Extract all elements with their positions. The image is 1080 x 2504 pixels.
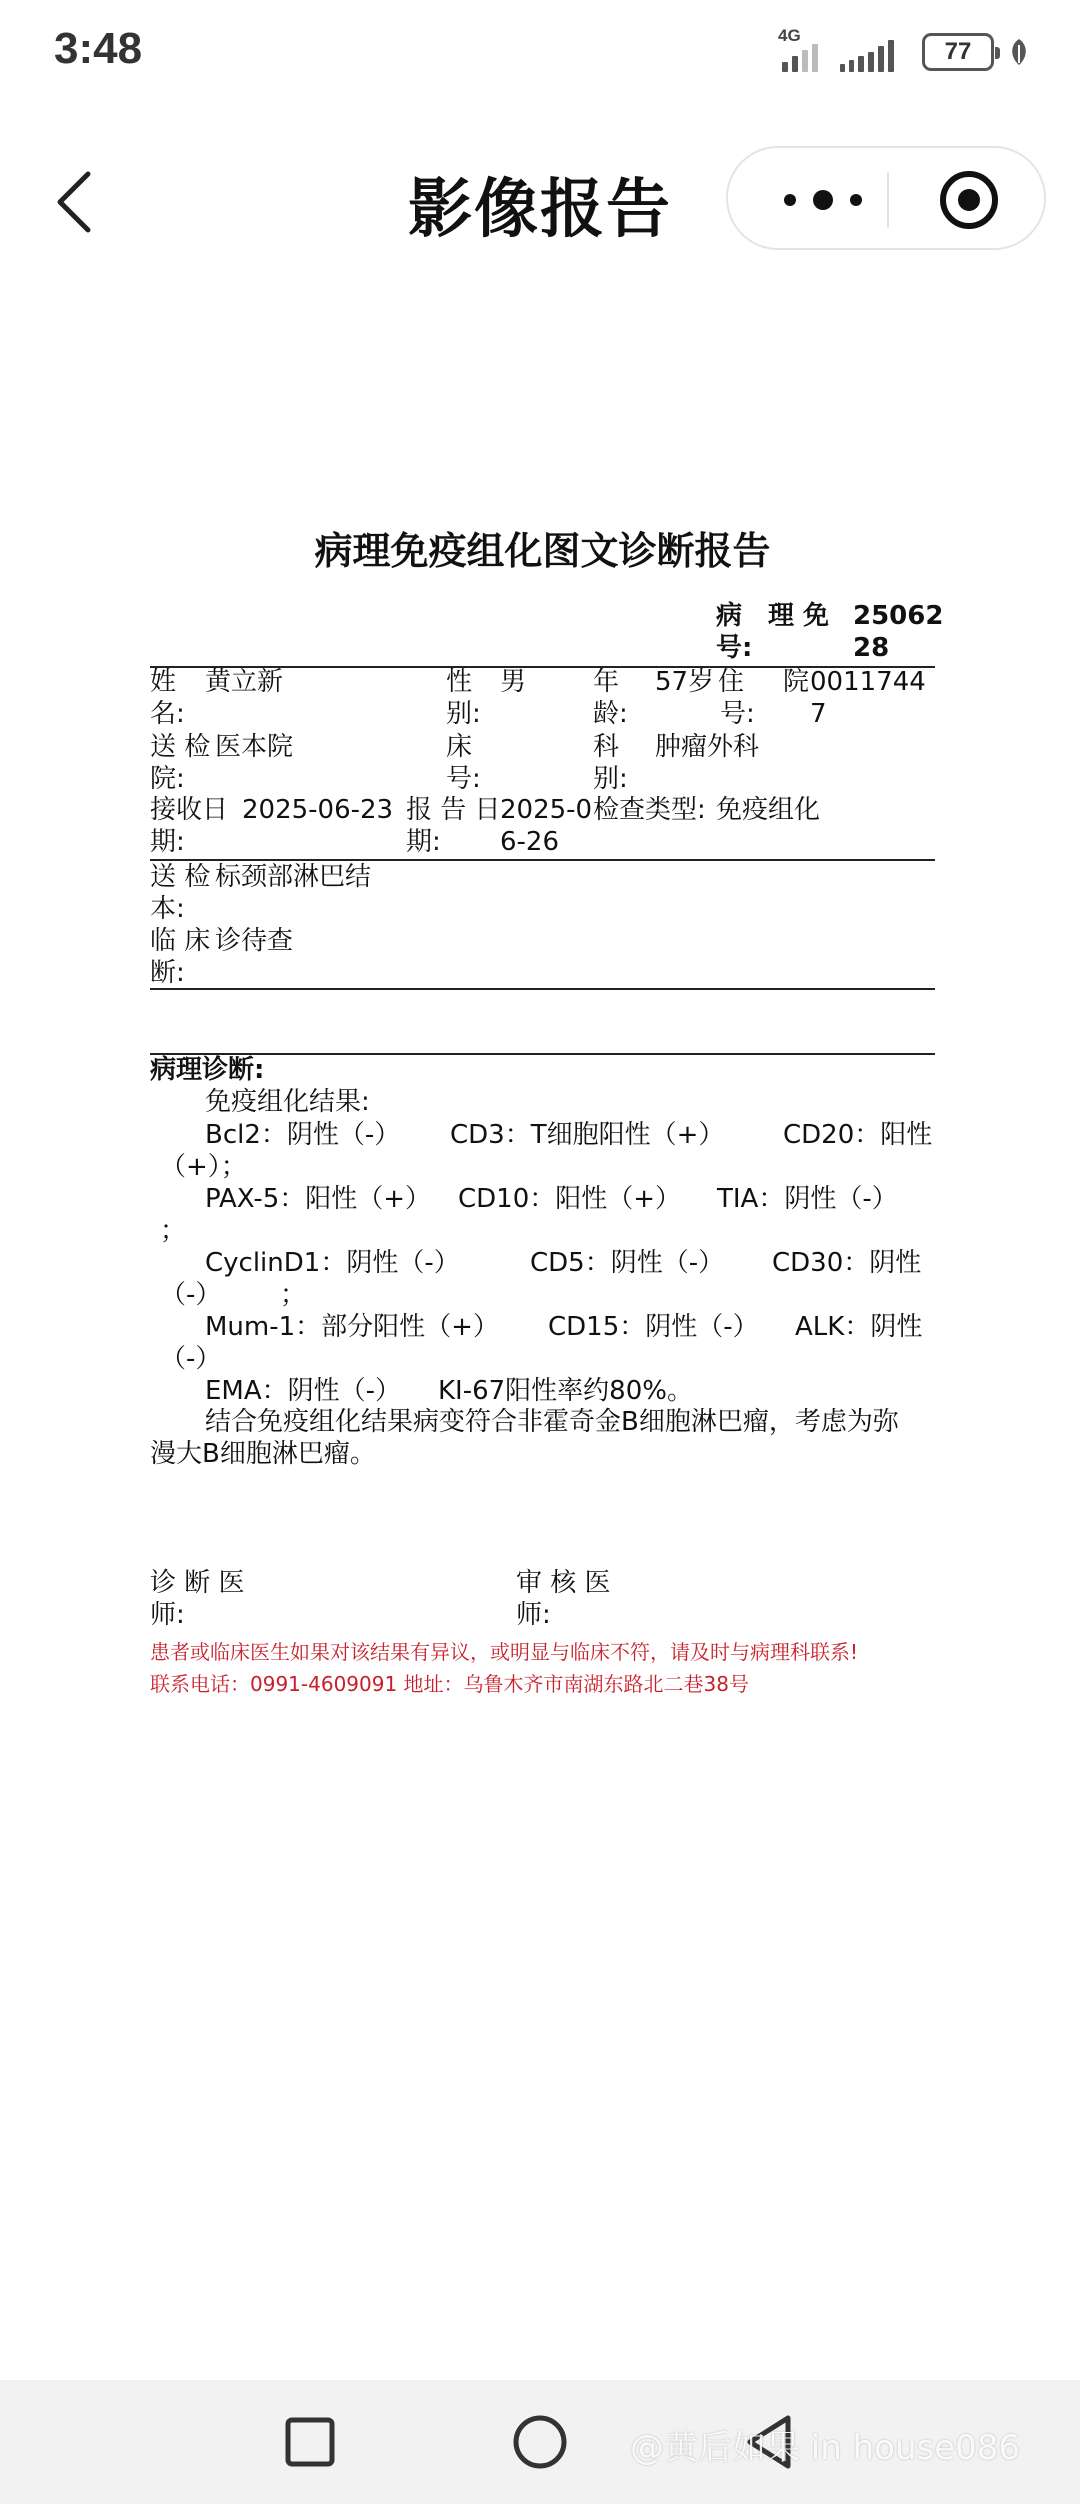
contact-info: 联系电话：0991-4609091 地址：乌鲁木齐市南湖东路北二巷38号 (150, 1672, 749, 1696)
specimen-label-2: 本: (150, 894, 185, 924)
inpatient-no-2: 7 (810, 699, 827, 729)
name-label: 姓 (150, 667, 177, 697)
pathology-no-value: 25062 (853, 601, 944, 631)
exam-type: 免疫组化 (716, 795, 821, 825)
more-options-icon[interactable] (768, 166, 878, 234)
name-label-2: 名: (150, 699, 185, 729)
exam-type-label: 检查类型: (593, 795, 706, 825)
ihc-heading: 免疫组化结果: (205, 1087, 370, 1117)
ihc-result: ； (160, 1216, 187, 1246)
conclusion: 结合免疫组化结果病变符合非霍奇金B细胞淋巴瘤，考虑为弥 (205, 1407, 899, 1437)
status-bar (0, 0, 1080, 110)
diagnosis-heading: 病理诊断: (150, 1055, 265, 1085)
receive-date-label: 接收日 (150, 795, 229, 825)
receive-date: 2025-06-23 (242, 795, 394, 825)
hospital-value: 医本院 (215, 732, 294, 762)
nav-bar (0, 140, 1080, 260)
ihc-result: CD10：阳性（+） (458, 1184, 682, 1214)
ihc-result: Bcl2：阴性（-） (205, 1120, 401, 1150)
cellular-signal-icon (840, 32, 908, 72)
page-title: 影像报告 (408, 173, 672, 247)
ihc-result: （+）； (160, 1152, 247, 1182)
pathology-no-value-2: 28 (853, 633, 890, 663)
ihc-result: CyclinD1：阴性（-） (205, 1248, 460, 1278)
patient-sex: 男 (500, 667, 527, 697)
receive-date-label-2: 期: (150, 827, 185, 857)
conclusion-2: 漫大B细胞淋巴瘤。 (150, 1439, 376, 1469)
capsule-divider (887, 172, 889, 228)
ihc-result: CD20：阳性 (783, 1120, 933, 1150)
reviewing-doctor-label-2: 师: (516, 1600, 551, 1630)
dept-label: 科 (593, 732, 620, 762)
ihc-result: CD3：T细胞阳性（+） (450, 1120, 725, 1150)
clinical-diagnosis-label-2: 断: (150, 958, 185, 988)
sex-label-2: 别: (446, 699, 481, 729)
specimen-label: 送 检 (150, 862, 211, 892)
report-date-2: 6-26 (500, 827, 560, 857)
inpatient-label: 住 (718, 667, 745, 697)
home-icon[interactable] (508, 2410, 572, 2474)
report-date: 2025-0 (500, 795, 593, 825)
divider-line (150, 988, 935, 990)
close-target-icon[interactable] (928, 166, 1010, 234)
age-label-2: 龄: (593, 699, 628, 729)
ihc-result: CD30：阴性 (772, 1248, 922, 1278)
department: 肿瘤外科 (655, 732, 760, 762)
reviewing-doctor-label: 审 核 医 (516, 1568, 611, 1598)
inpatient-label-2: 号: (720, 699, 755, 729)
leaf-icon (1008, 37, 1030, 67)
cellular-4g-signal-icon: 4G (778, 32, 826, 72)
patient-age: 57岁 (655, 667, 715, 697)
ihc-result: CD15：阴性（-） (548, 1312, 759, 1342)
inpatient-prefix: 院 (783, 667, 810, 697)
dept-label-2: 别: (593, 764, 628, 794)
status-icons (778, 26, 1030, 74)
age-label: 年 (593, 667, 620, 697)
sex-label: 性 (446, 667, 473, 697)
dispute-notice: 患者或临床医生如果对该结果有异议，或明显与临床不符，请及时与病理科联系! (150, 1640, 859, 1664)
report-date-label-2: 期: (406, 827, 441, 857)
ihc-result: （-） (160, 1344, 222, 1374)
battery-icon: 77 (922, 33, 994, 71)
diagnosing-doctor-label: 诊 断 医 (150, 1568, 245, 1598)
ihc-result: ALK：阴性 (795, 1312, 923, 1342)
inpatient-no: 0011744 (810, 667, 926, 697)
divider-line (150, 1053, 935, 1055)
pathology-no-label: 病 理 免 (716, 601, 830, 631)
mini-program-capsule (726, 146, 1046, 250)
ihc-result: TIA：阴性（-） (717, 1184, 898, 1214)
pathology-no-label-2: 号: (716, 633, 753, 663)
hospital-label: 送 检 (150, 732, 211, 762)
diagnosing-doctor-label-2: 师: (150, 1600, 185, 1630)
ihc-result: （-） (160, 1280, 222, 1310)
hospital-label-2: 院: (150, 764, 185, 794)
ihc-result: PAX-5：阳性（+） (205, 1184, 432, 1214)
bed-label: 床 (446, 732, 473, 762)
watermark: @黄后如果 in house086 (630, 2428, 1021, 2468)
bed-label-2: 号: (446, 764, 481, 794)
patient-name: 黄立新 (205, 667, 284, 697)
ihc-result: ； (280, 1280, 307, 1310)
ihc-result: KI-67阳性率约80%。 (438, 1376, 693, 1406)
clinical-diagnosis-label: 临 床 (150, 926, 211, 956)
recent-apps-icon[interactable] (278, 2410, 342, 2474)
status-time: 3:48 (54, 24, 143, 73)
report-title: 病理免疫组化图文诊断报告 (314, 529, 771, 573)
ihc-result: CD5：阴性（-） (530, 1248, 725, 1278)
specimen: 标颈部淋巴结 (215, 862, 372, 892)
ihc-result: Mum-1：部分阳性（+） (205, 1312, 499, 1342)
report-date-label: 报 告 日 (406, 795, 501, 825)
ihc-result: EMA：阴性（-） (205, 1376, 402, 1406)
clinical-diagnosis: 诊待查 (215, 926, 294, 956)
